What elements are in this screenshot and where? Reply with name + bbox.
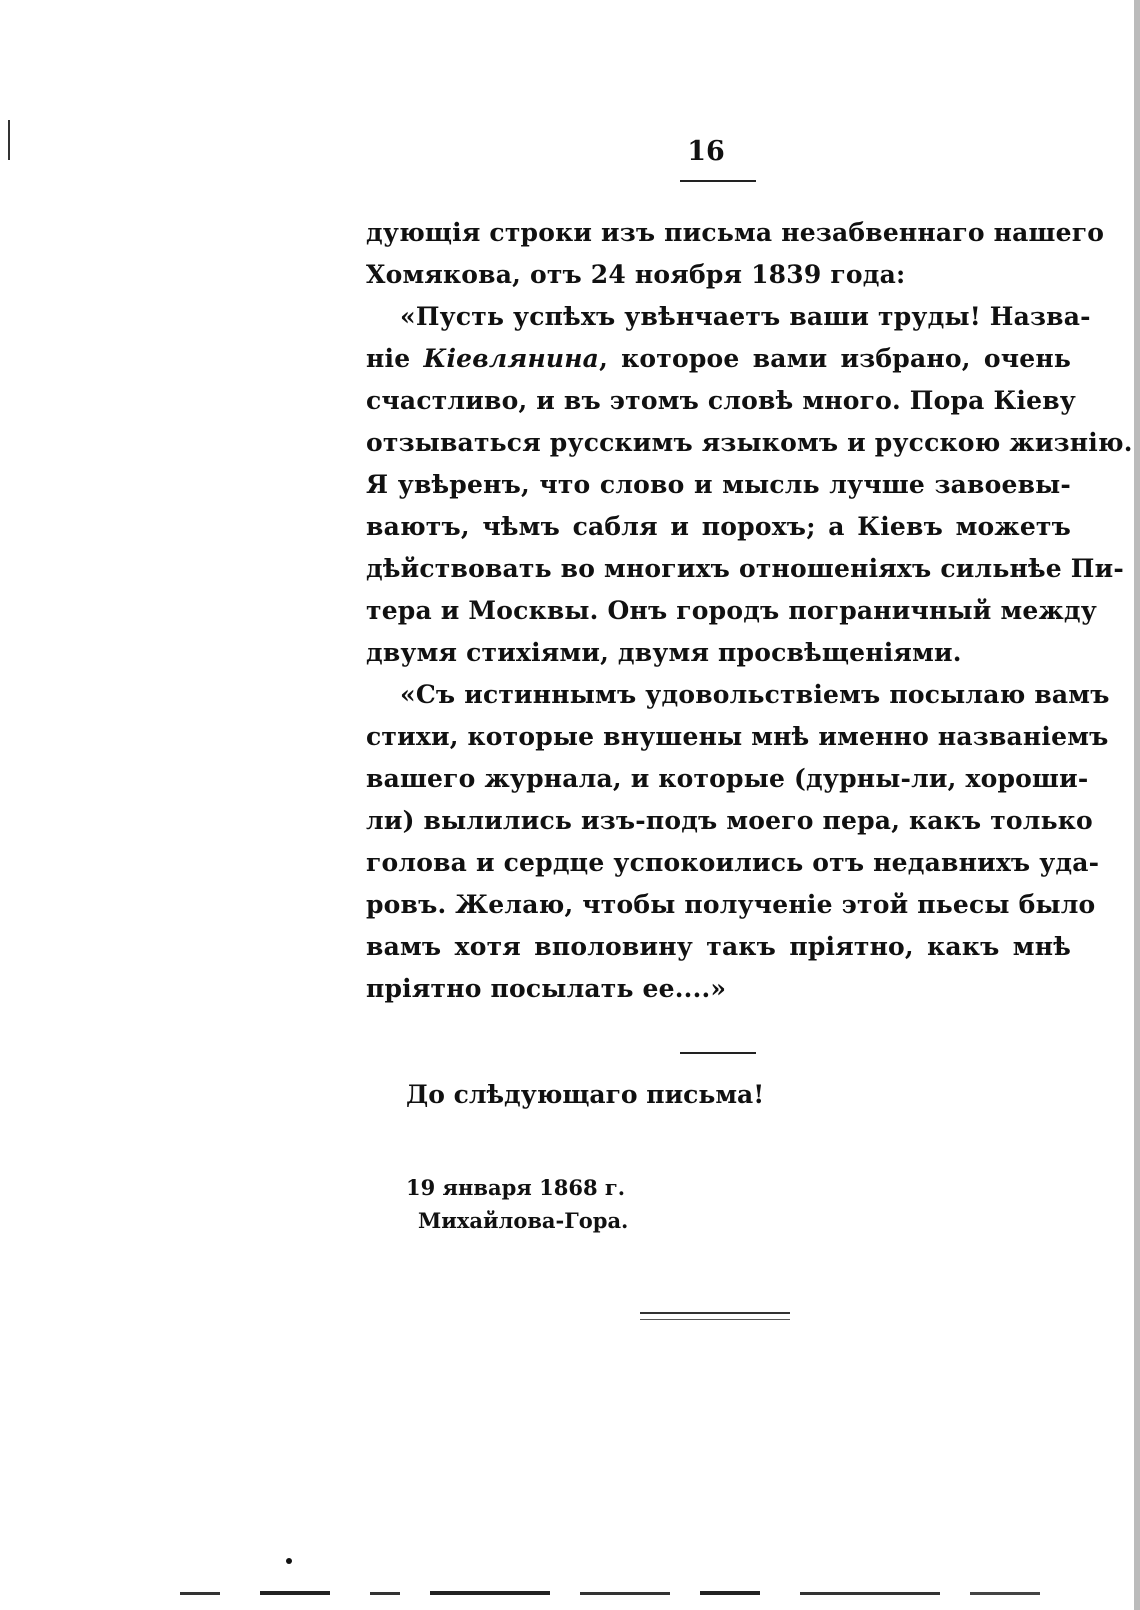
text-line: отзываться русскимъ языкомъ и русскою жизнію. xyxy=(366,428,1133,457)
page-number-rule xyxy=(680,180,756,182)
scan-noise-strip xyxy=(180,1590,1060,1596)
text-line: двумя стихіями, двумя просвѣщеніями. xyxy=(366,638,962,667)
closing-line: До слѣдующаго письма! xyxy=(406,1080,765,1109)
text-line: пріятно посылать ее....» xyxy=(366,974,727,1003)
end-ornament-rule xyxy=(640,1319,790,1320)
page-number: 16 xyxy=(687,136,725,167)
text-fragment: , которое вами избрано, очень xyxy=(599,344,1071,373)
scan-speck xyxy=(286,1558,292,1564)
text-line: тера и Москвы. Онъ городъ пограничный между xyxy=(366,596,1097,625)
text-line: ровъ. Желаю, чтобы полученіе этой пьесы было xyxy=(366,890,1096,919)
text-line: дѣйствовать во многихъ отношеніяхъ сильнѣе Пи- xyxy=(366,554,1124,583)
text-line-with-italic xyxy=(366,342,1071,376)
scan-edge-mark xyxy=(8,120,10,160)
signature-date: 19 января 1868 г. xyxy=(406,1175,626,1200)
section-divider xyxy=(680,1052,756,1054)
scan-right-edge xyxy=(1134,0,1140,1610)
text-line: ли) вылились изъ-подъ моего пера, какъ только xyxy=(366,806,1093,835)
text-line: «Пусть успѣхъ увѣнчаетъ ваши труды! Назва- xyxy=(400,302,1091,331)
text-line: Хомякова, отъ 24 ноября 1839 года: xyxy=(366,260,906,289)
end-ornament-rule xyxy=(640,1312,790,1314)
text-line: ваютъ, чѣмъ сабля и порохъ; а Кіевъ можетъ xyxy=(366,512,1071,541)
text-line: вамъ хотя вполовину такъ пріятно, какъ мнѣ xyxy=(366,932,1071,961)
signature-place: Михайлова-Гора. xyxy=(418,1208,629,1233)
text-line: «Съ истиннымъ удовольствіемъ посылаю вамъ xyxy=(400,680,1110,709)
text-fragment: ніе xyxy=(366,344,424,373)
text-line: дующія строки изъ письма незабвеннаго нашего xyxy=(366,218,1105,247)
text-line: стихи, которые внушены мнѣ именно названіемъ xyxy=(366,722,1109,751)
text-line: голова и сердце успокоились отъ недавнихъ уда- xyxy=(366,848,1100,877)
text-line: счастливо, и въ этомъ словѣ много. Пора Кіеву xyxy=(366,386,1076,415)
text-line: Я увѣренъ, что слово и мысль лучше завоевы- xyxy=(366,470,1071,499)
newspaper-title: Кіевлянина xyxy=(423,344,600,373)
text-line: вашего журнала, и которые (дурны-ли, хороши- xyxy=(366,764,1089,793)
